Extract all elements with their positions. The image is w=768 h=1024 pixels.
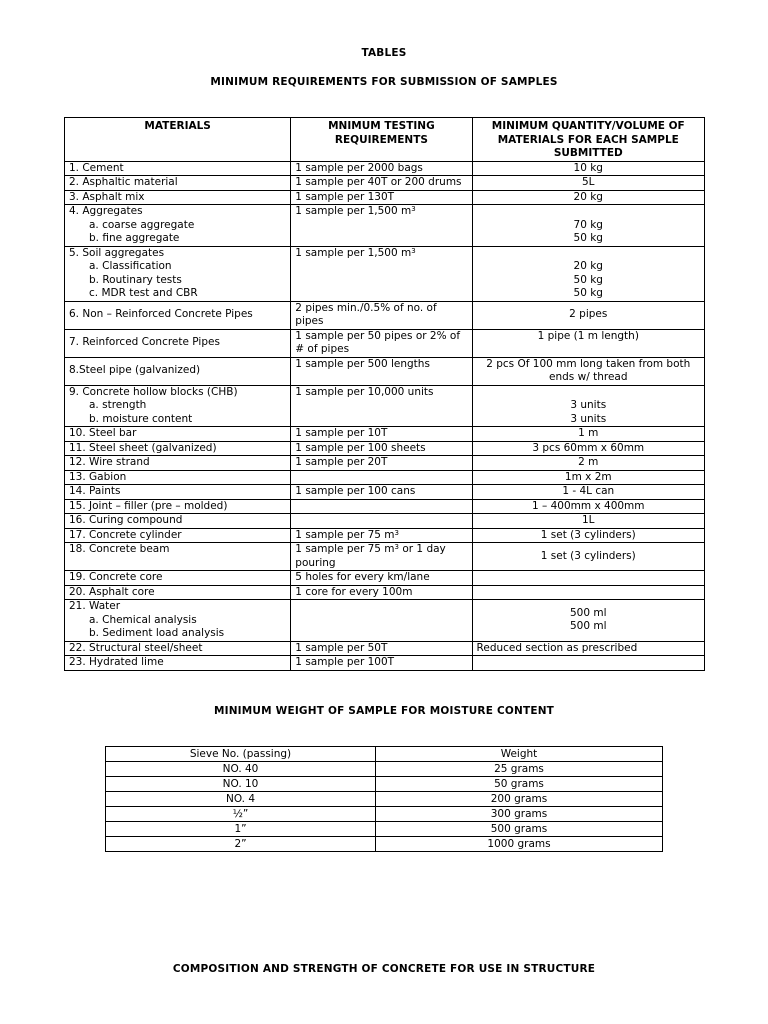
sieve-cell: NO. 4 (106, 792, 376, 807)
quantity-cell: 3 pcs 60mm x 60mm (472, 441, 704, 456)
quantity-cell: 3 units 3 units (472, 385, 704, 427)
table-row (65, 190, 705, 205)
testing-cell: 1 sample per 50T (291, 641, 472, 656)
weight-cell: 500 grams (376, 822, 663, 837)
header-materials: MATERIALS (65, 118, 291, 162)
table-row (65, 641, 705, 656)
material-cell: 9. Concrete hollow blocks (CHB) a. strength b. moisture content (65, 385, 291, 427)
material-cell: 22. Structural steel/sheet (65, 641, 291, 656)
quantity-cell: 20 kg 50 kg 50 kg (472, 246, 704, 301)
moisture-table (105, 746, 663, 852)
testing-cell: 1 sample per 10,000 units (291, 385, 472, 427)
table-row (65, 485, 705, 500)
material-cell: 8.Steel pipe (galvanized) (65, 357, 291, 385)
material-cell: 7. Reinforced Concrete Pipes (65, 329, 291, 357)
quantity-cell: 1 pipe (1 m length) (472, 329, 704, 357)
sieve-cell: NO. 10 (106, 777, 376, 792)
material-cell: 5. Soil aggregates a. Classification b. Routinary tests c. MDR test and CBR (65, 246, 291, 301)
table-row (65, 585, 705, 600)
quantity-cell: 1L (472, 514, 704, 529)
quantity-cell: 1 set (3 cylinders) (472, 543, 704, 571)
material-cell: 14. Paints (65, 485, 291, 500)
quantity-cell: 5L (472, 176, 704, 191)
testing-cell: 1 sample per 500 lengths (291, 357, 472, 385)
quantity-cell (472, 585, 704, 600)
table-row (65, 176, 705, 191)
material-cell: 6. Non – Reinforced Concrete Pipes (65, 301, 291, 329)
table-row (65, 514, 705, 529)
quantity-cell: 1 set (3 cylinders) (472, 528, 704, 543)
testing-cell (291, 600, 472, 642)
quantity-cell: 1 - 4L can (472, 485, 704, 500)
table-row (65, 528, 705, 543)
weight-cell: 1000 grams (376, 837, 663, 852)
weight-cell: 300 grams (376, 807, 663, 822)
heading-moisture: MINIMUM WEIGHT OF SAMPLE FOR MOISTURE CONTENT (213, 705, 555, 717)
table-row (65, 301, 705, 329)
heading-composition: COMPOSITION AND STRENGTH OF CONCRETE FOR USE IN STRUCTURE (172, 963, 596, 975)
material-cell: 18. Concrete beam (65, 543, 291, 571)
table-header-row (106, 747, 663, 762)
material-cell: 19. Concrete core (65, 571, 291, 586)
testing-cell: 1 sample per 100 cans (291, 485, 472, 500)
material-cell: 15. Joint – filler (pre – molded) (65, 499, 291, 514)
testing-cell: 5 holes for every km/lane (291, 571, 472, 586)
heading-tables: TABLES (361, 47, 407, 59)
table-row (65, 385, 705, 427)
testing-cell: 1 sample per 100T (291, 656, 472, 671)
testing-cell: 1 sample per 20T (291, 456, 472, 471)
table-row (106, 792, 663, 807)
material-cell: 13. Gabion (65, 470, 291, 485)
material-cell: 10. Steel bar (65, 427, 291, 442)
table-row (106, 777, 663, 792)
material-cell: 2. Asphaltic material (65, 176, 291, 191)
weight-cell: 25 grams (376, 762, 663, 777)
material-cell: 23. Hydrated lime (65, 656, 291, 671)
table-row (65, 456, 705, 471)
testing-cell: 2 pipes min./0.5% of no. of pipes (291, 301, 472, 329)
table-row (65, 329, 705, 357)
sieve-cell: ½” (106, 807, 376, 822)
header-testing: MNIMUM TESTING REQUIREMENTS (291, 118, 472, 162)
table-row (65, 656, 705, 671)
testing-cell: 1 sample per 100 sheets (291, 441, 472, 456)
header-quantity: MINIMUM QUANTITY/VOLUME OF MATERIALS FOR EACH SAMPLE SUBMITTED (472, 118, 704, 162)
testing-cell: 1 sample per 75 $m^3$ or 1 day pouring (291, 543, 472, 571)
testing-cell: 1 sample per 40T or 200 drums (291, 176, 472, 191)
material-cell: 4. Aggregates a. coarse aggregate b. fine aggregate (65, 205, 291, 247)
material-cell: 16. Curing compound (65, 514, 291, 529)
testing-cell: 1 sample per 2000 bags (291, 161, 472, 176)
sieve-cell: NO. 40 (106, 762, 376, 777)
material-cell: 1. Cement (65, 161, 291, 176)
quantity-cell: 1 – 400mm x 400mm (472, 499, 704, 514)
requirements-table (64, 117, 705, 671)
testing-cell: 1 sample per 1,500 $m^3$ (291, 205, 472, 247)
table-row (106, 837, 663, 852)
testing-cell (291, 499, 472, 514)
testing-cell: 1 sample per 1,500 $m^3$ (291, 246, 472, 301)
material-cell: 12. Wire strand (65, 456, 291, 471)
quantity-cell: 500 ml 500 ml (472, 600, 704, 642)
table-row (65, 427, 705, 442)
header-sieve: Sieve No. (passing) (106, 747, 376, 762)
table-header-row (65, 118, 705, 162)
table-row (65, 571, 705, 586)
quantity-cell: 2 pipes (472, 301, 704, 329)
weight-cell: 50 grams (376, 777, 663, 792)
testing-cell (291, 470, 472, 485)
quantity-cell: Reduced section as prescribed (472, 641, 704, 656)
testing-cell (291, 514, 472, 529)
table-row (65, 441, 705, 456)
quantity-cell: 70 kg 50 kg (472, 205, 704, 247)
material-cell: 20. Asphalt core (65, 585, 291, 600)
quantity-cell: 20 kg (472, 190, 704, 205)
table-row (65, 543, 705, 571)
table-row (106, 762, 663, 777)
table-row (65, 470, 705, 485)
table-row (106, 807, 663, 822)
material-cell: 21. Water a. Chemical analysis b. Sediment load analysis (65, 600, 291, 642)
table-row (65, 161, 705, 176)
testing-cell: 1 sample per 10T (291, 427, 472, 442)
testing-cell: 1 core for every 100m (291, 585, 472, 600)
material-cell: 11. Steel sheet (galvanized) (65, 441, 291, 456)
material-cell: 3. Asphalt mix (65, 190, 291, 205)
table-row (65, 499, 705, 514)
quantity-cell (472, 656, 704, 671)
testing-cell: 1 sample per 75 $m^3$ (291, 528, 472, 543)
table-row (65, 357, 705, 385)
table-row (65, 205, 705, 247)
sieve-cell: 2” (106, 837, 376, 852)
table-row (65, 246, 705, 301)
table-row (106, 822, 663, 837)
quantity-cell: 1m x 2m (472, 470, 704, 485)
quantity-cell: 10 kg (472, 161, 704, 176)
testing-cell: 1 sample per 130T (291, 190, 472, 205)
heading-min-requirements: MINIMUM REQUIREMENTS FOR SUBMISSION OF SAMPLES (210, 76, 558, 88)
weight-cell: 200 grams (376, 792, 663, 807)
quantity-cell: 2 pcs Of 100 mm long taken from both ends w/ thread (472, 357, 704, 385)
sieve-cell: 1” (106, 822, 376, 837)
table-row (65, 600, 705, 642)
quantity-cell: 1 m (472, 427, 704, 442)
header-weight: Weight (376, 747, 663, 762)
quantity-cell: 2 m (472, 456, 704, 471)
testing-cell: 1 sample per 50 pipes or 2% of # of pipes (291, 329, 472, 357)
material-cell: 17. Concrete cylinder (65, 528, 291, 543)
quantity-cell (472, 571, 704, 586)
